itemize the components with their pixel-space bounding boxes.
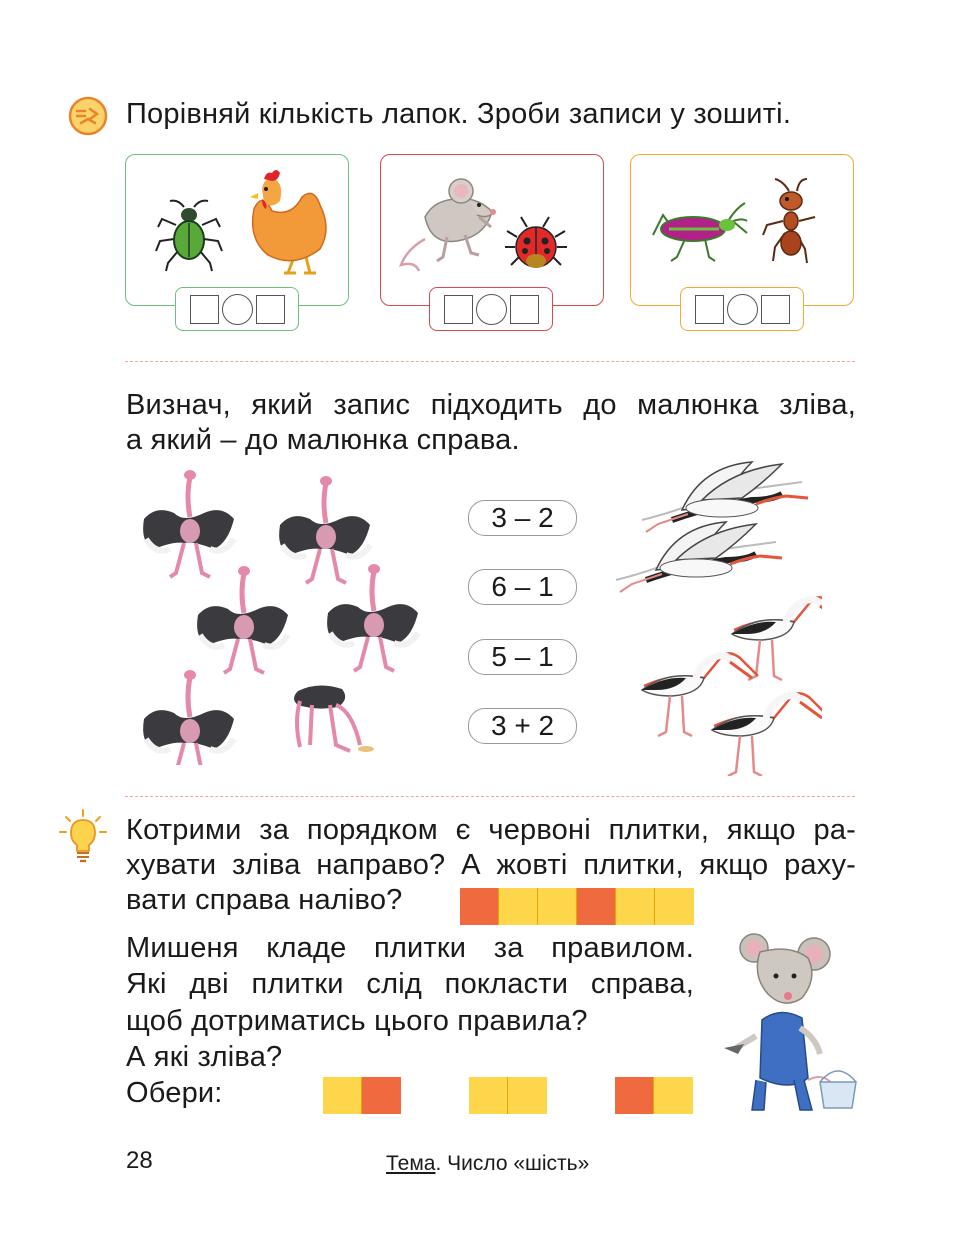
yellow-tile: [616, 888, 655, 925]
mouse-builder-picture: [716, 930, 868, 1120]
task4-line2: Які дві плитки слід покласти справа,: [126, 968, 694, 1000]
number-square[interactable]: [190, 295, 219, 324]
topic-title: . Число «шість»: [435, 1152, 590, 1175]
sign-circle[interactable]: [727, 294, 758, 325]
yellow-tile: [323, 1077, 362, 1114]
compare-icon: [68, 96, 108, 136]
tile-option-1[interactable]: [323, 1077, 401, 1114]
yellow-tile: [538, 888, 577, 925]
number-square[interactable]: [761, 295, 790, 324]
task3-line2: хувати зліва направо? А жовті плитки, якщо раху-: [126, 849, 856, 881]
task4-line3: щоб дотриматись цього правила?: [126, 1005, 588, 1037]
page-number: 28: [126, 1147, 153, 1174]
topic-link[interactable]: Тема: [386, 1152, 436, 1175]
grasshopper-picture: [649, 199, 749, 269]
red-tile: [577, 888, 616, 925]
task4-line1: Мишеня кладе плитки за правилом.: [126, 932, 694, 964]
hen-picture: [234, 169, 334, 279]
task1-prompt: Порівняй кількість лапок. Зроби записи у зошиті.: [126, 98, 792, 130]
expression-pill[interactable]: 3 – 2: [468, 500, 577, 536]
footer-topic: [386, 1152, 589, 1176]
ant-picture: [759, 177, 829, 269]
red-tile: [362, 1077, 401, 1114]
expression-pill[interactable]: 6 – 1: [468, 569, 577, 605]
red-tile: [460, 888, 499, 925]
sign-circle[interactable]: [476, 294, 507, 325]
expression-pill[interactable]: 3 + 2: [468, 708, 577, 744]
yellow-tile: [654, 1077, 693, 1114]
sign-circle[interactable]: [222, 294, 253, 325]
tile-row: [460, 888, 694, 925]
number-square[interactable]: [256, 295, 285, 324]
yellow-tile: [655, 888, 694, 925]
number-square[interactable]: [510, 295, 539, 324]
task2-line2: а який – до малюнка справа.: [126, 424, 520, 456]
yellow-tile: [508, 1077, 547, 1114]
section-divider: [125, 361, 855, 362]
task3-line3: вати справа наліво?: [126, 884, 403, 916]
beetle-picture: [154, 195, 224, 275]
tile-option-2[interactable]: [469, 1077, 547, 1114]
task4-line5: Обери:: [126, 1077, 223, 1109]
compare-answer-box-2[interactable]: [429, 287, 553, 331]
compare-answer-box-3[interactable]: [680, 287, 804, 331]
section-divider: [125, 796, 855, 797]
yellow-tile: [469, 1077, 508, 1114]
lightbulb-icon: [58, 808, 108, 866]
card-grasshopper-ant: [630, 154, 854, 306]
storks-picture: [612, 456, 822, 776]
number-square[interactable]: [695, 295, 724, 324]
ladybug-picture: [503, 213, 569, 273]
task3-line1: Котрими за порядком є червоні плитки, якщо ра-: [126, 814, 856, 846]
yellow-tile: [499, 888, 538, 925]
card-beetle-hen: [125, 154, 349, 306]
task4-line4: А які зліва?: [126, 1041, 283, 1073]
ostriches-picture: [138, 465, 438, 765]
tile-option-3[interactable]: [615, 1077, 693, 1114]
number-square[interactable]: [444, 295, 473, 324]
red-tile: [615, 1077, 654, 1114]
card-mouse-ladybug: [380, 154, 604, 306]
expression-pill[interactable]: 5 – 1: [468, 639, 577, 675]
task2-line1: Визнач, який запис підходить до малюнка зліва,: [126, 389, 856, 421]
compare-answer-box-1[interactable]: [175, 287, 299, 331]
mouse-picture: [395, 177, 505, 277]
